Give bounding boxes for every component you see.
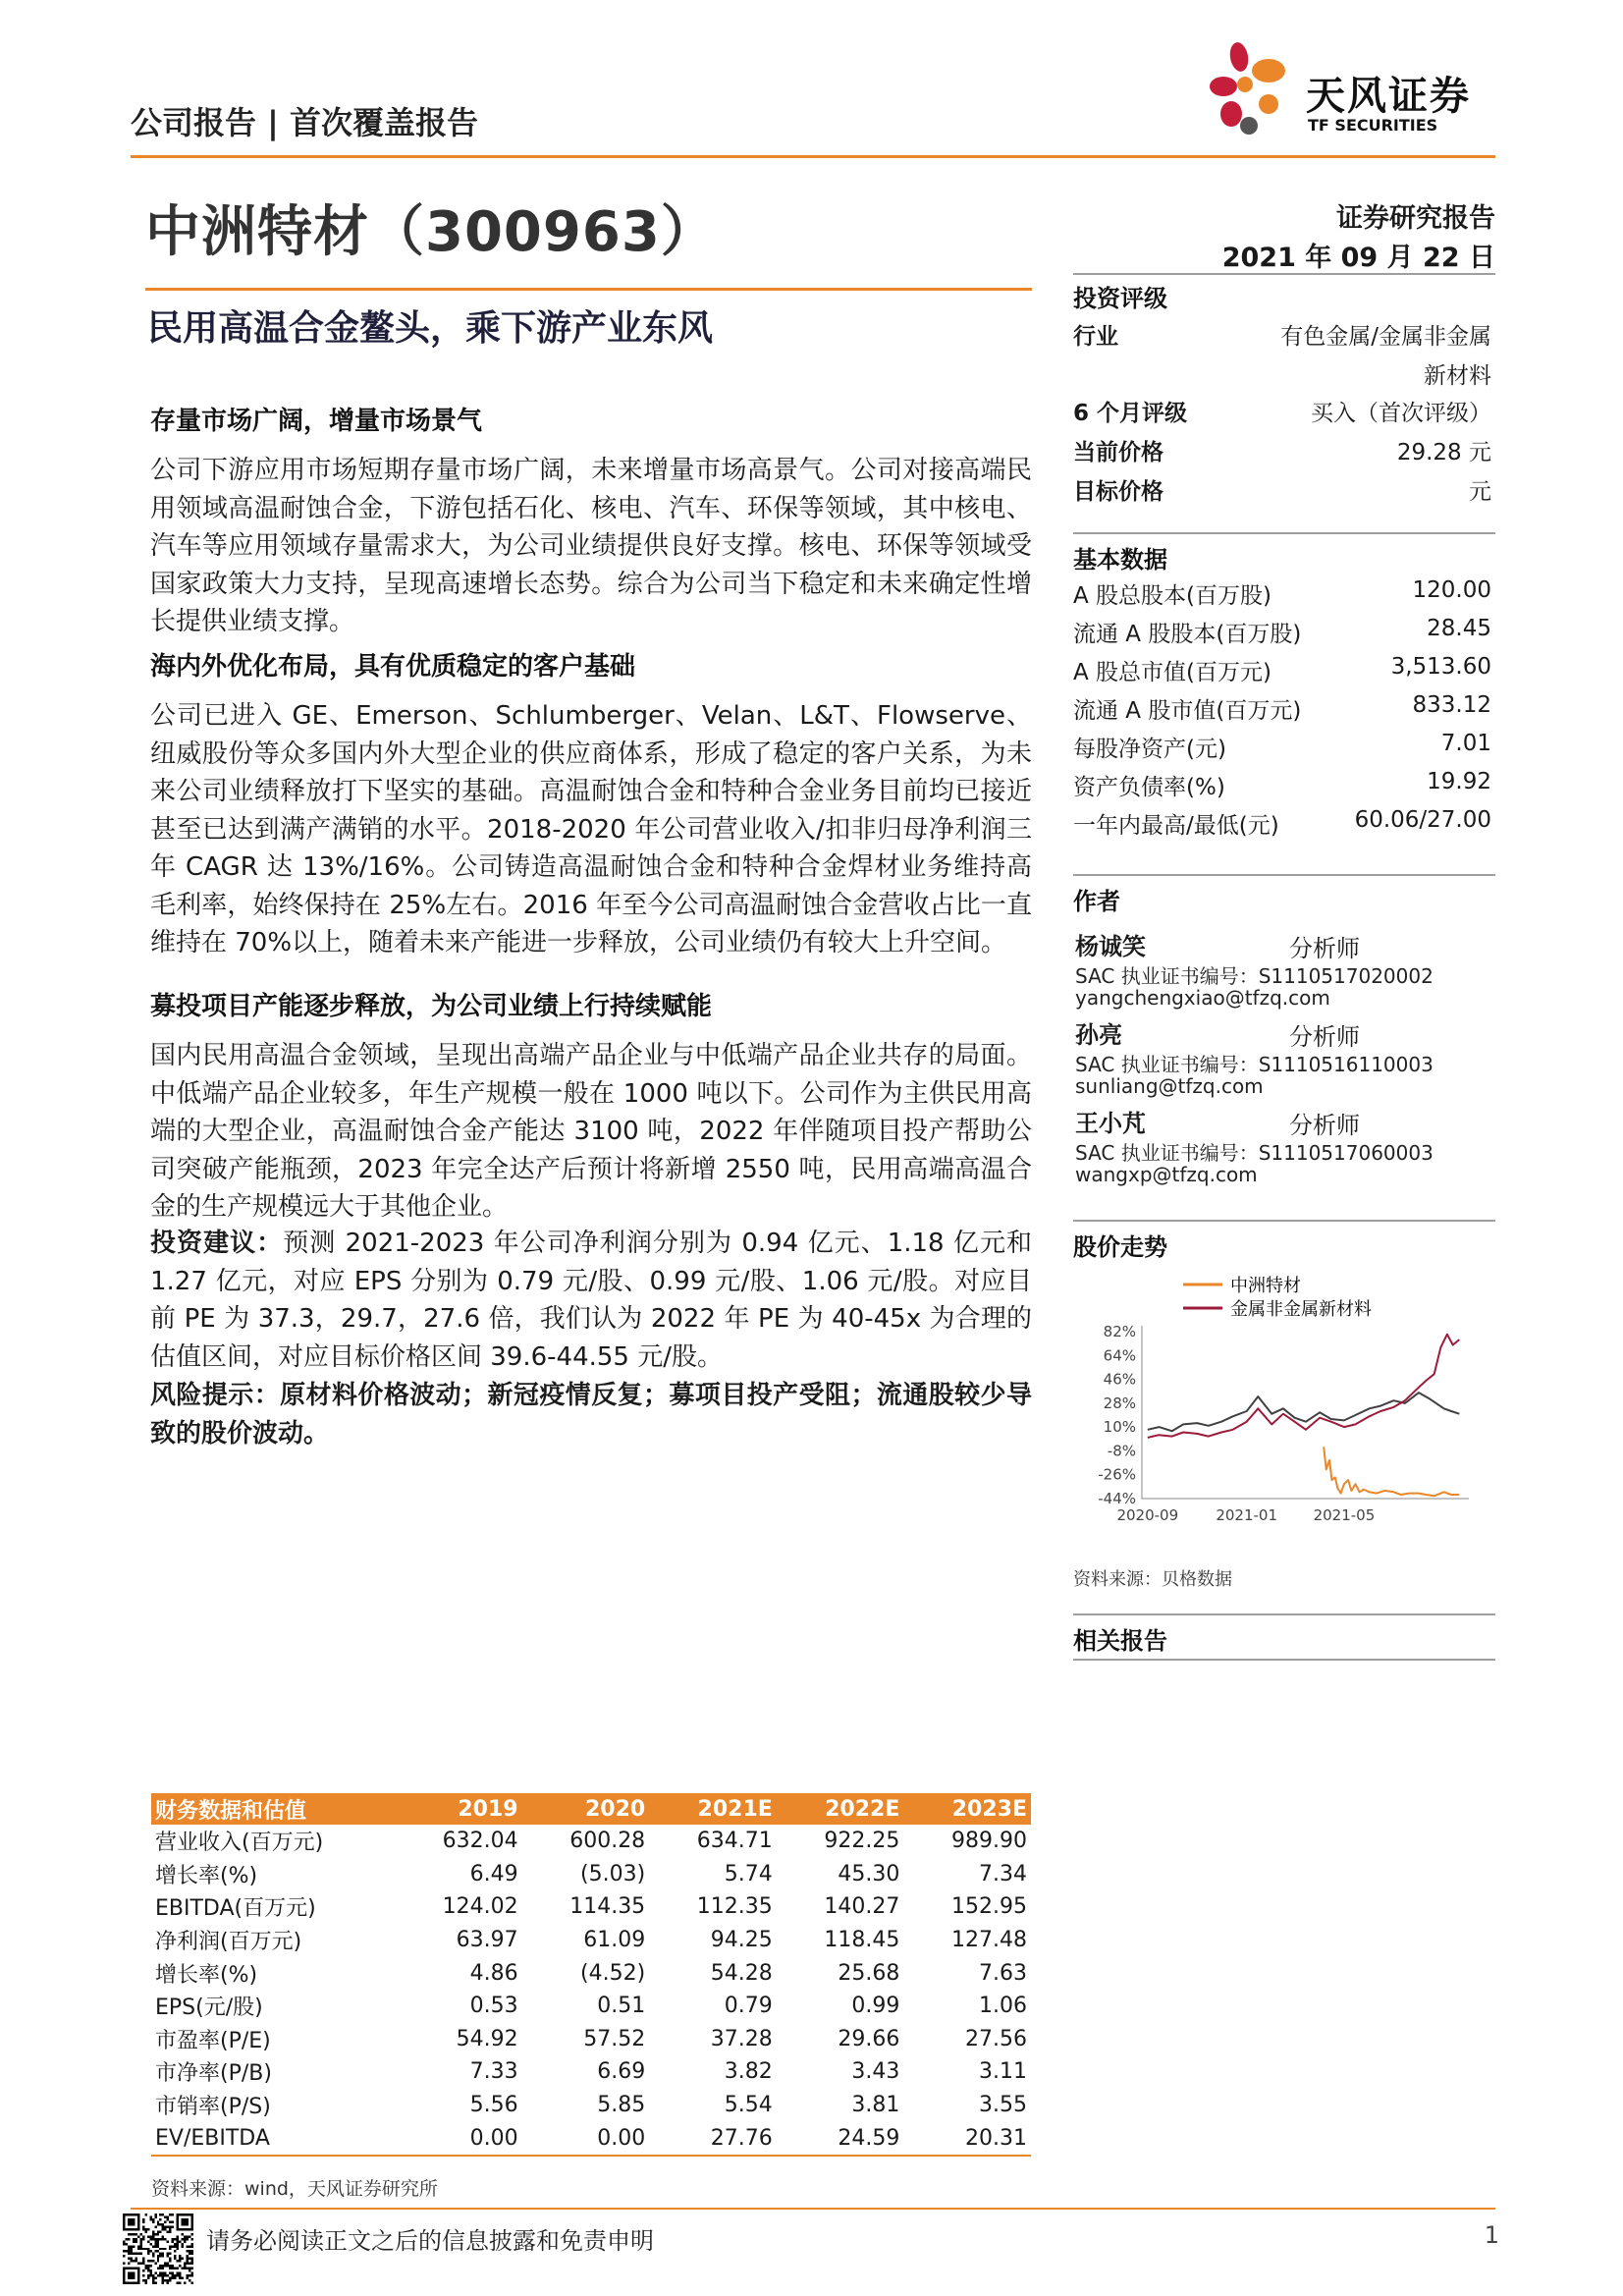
table-row: [151, 1825, 1031, 1858]
table-row-label: 市销率(P/S): [155, 2095, 271, 2120]
section-text-2: 公司已进入 GE、Emerson、Schlumberger、Velan、L&T、Flowserve、纽威股份等众多国内外大型企业的供应商体系，形成了稳定的客户关系，为未来公司业绩释放打下坚实的基础。高温耐蚀合金和特种合金业务目前均已接近甚至已达到满产满销的水平。2018-2020 年公司营业收入/扣非归母净利润三年 CAGR 达 13%/16%。公司铸造高温耐蚀合金和特种合金焊材业务维持高毛利率，始终保持在 25%左右。2016 年至今公司高温耐蚀合金营收占比一直维持在 70%以上，随着未来产能进一步释放，公司业绩仍有较大上升空间。: [150, 701, 1032, 957]
y-tick-label: 82%: [1103, 1323, 1136, 1340]
basic-data-row: [1073, 616, 1491, 649]
table-cell: 94.25: [710, 1928, 773, 1953]
industry-label: 行业: [1073, 324, 1118, 350]
table-cell: 5.54: [724, 2093, 773, 2118]
related-reports-title: 相关报告: [1073, 1627, 1167, 1655]
x-tick-label: 2021-05: [1313, 1506, 1376, 1524]
table-row-label: EPS(元/股): [155, 1995, 263, 2021]
table-cell: 5.74: [724, 1861, 773, 1886]
related-rule: [1073, 1613, 1495, 1615]
table-row: [151, 2055, 1031, 2089]
qr-code-icon: [123, 2214, 193, 2284]
table-header-cell: 2022E: [777, 1793, 904, 1825]
y-tick-label: -26%: [1098, 1465, 1136, 1484]
table-cell: 3.55: [979, 2093, 1027, 2118]
table-cell: 0.99: [851, 1994, 900, 2019]
basic-data-row: [1073, 577, 1491, 611]
author-name-1: 杨诚笑: [1075, 933, 1146, 960]
table-cell: 112.35: [696, 1894, 773, 1920]
chart-legend: [1183, 1276, 1372, 1320]
table-row: [151, 1956, 1031, 1990]
table-header-cell: 2019: [395, 1793, 522, 1825]
table-cell: 600.28: [569, 1829, 646, 1854]
table-row: [151, 1990, 1031, 2023]
table-row-label: 净利润(百万元): [155, 1930, 302, 1955]
industry-value: 有色金属/金属非金属: [1280, 324, 1491, 350]
author-sac-2: SAC 执业证书编号：S1110516110003: [1075, 1053, 1434, 1076]
table-cell: 25.68: [838, 1960, 900, 1986]
basic-data-title: 基本数据: [1073, 546, 1167, 574]
table-cell: 0.00: [395, 2121, 522, 2156]
stock-price-chart: [1073, 1263, 1495, 1548]
flower-logo-icon: [1210, 35, 1298, 143]
table-cell: (5.03): [580, 1861, 646, 1886]
table-cell: 4.86: [469, 1960, 518, 1986]
section-text-1: 公司下游应用市场短期存量市场广阔，未来增量市场高景气。公司对接高端民用领域高温耐蚀合金，下游包括石化、核电、汽车、环保等领域，其中核电、汽车等应用领域存量需求大，为公司业绩提供良好支撑。核电、环保等领域受国家政策大力支持，呈现高速增长态势。综合为公司当下稳定和未来确定性增长提供业绩支撑。: [150, 456, 1032, 636]
author-role-3: 分析师: [1289, 1112, 1360, 1139]
table-cell: 152.95: [951, 1894, 1027, 1920]
report-date: 2021 年 09 月 22 日: [1221, 243, 1495, 273]
author-sac-1: SAC 执业证书编号：S1110517020002: [1075, 964, 1434, 988]
basic-data-row: [1073, 769, 1491, 802]
table-row: [151, 1890, 1031, 1924]
table-row-label: 营业收入(百万元): [155, 1831, 324, 1856]
table-header-row: [151, 1793, 1031, 1825]
table-cell: 7.33: [469, 2059, 518, 2085]
risk-label: 风险提示：: [150, 1381, 281, 1410]
basic-data-label: 每股净资产(元): [1073, 737, 1226, 762]
table-header-cell: 2021E: [649, 1793, 777, 1825]
basic-data-row: [1073, 731, 1491, 764]
author-sac-3: SAC 执业证书编号：S1110517060003: [1075, 1141, 1434, 1165]
author-email-1[interactable]: yangchengxiao@tfzq.com: [1075, 986, 1330, 1010]
basic-data-value: 7.01: [1440, 731, 1491, 756]
section-text-3: 国内民用高温合金领域，呈现出高端产品企业与中低端产品企业共存的局面。中低端产品企业较多，年生产规模一般在 1000 吨以下。公司作为主供民用高端的大型企业，高温耐蚀合金产能达 3100 吨，2022 年伴随项目投产帮助公司突破产能瓶颈，2023 年完全达产后预计将新增 2550 吨，民用高端高温合金的生产规模远大于其他企业。: [150, 1041, 1032, 1222]
table-cell: 5.85: [597, 2093, 646, 2118]
table-cell: 632.04: [442, 1829, 518, 1854]
table-cell: 27.76: [649, 2121, 777, 2156]
rating-row: [1073, 395, 1491, 428]
table-row-label: 市盈率(P/E): [155, 2028, 271, 2053]
title-rule: [145, 288, 1032, 291]
industry-row-2: [1073, 357, 1491, 391]
table-header-cell: 财务数据和估值: [151, 1793, 395, 1825]
basic-data-row: [1073, 807, 1491, 841]
table-row: [151, 2089, 1031, 2122]
price-label: 当前价格: [1073, 440, 1163, 465]
table-row-label: 增长率(%): [155, 1962, 258, 1988]
table-cell: 24.59: [777, 2121, 904, 2156]
legend-label-2: 金属非金属新材料: [1230, 1299, 1372, 1320]
sidebar-rule: [1073, 273, 1495, 275]
basic-data-value: 833.12: [1412, 692, 1491, 718]
basic-data-value: 28.45: [1427, 616, 1491, 641]
table-cell: 6.49: [469, 1861, 518, 1886]
section-heading-2: 海内外优化布局，具有优质稳定的客户基础: [150, 652, 636, 682]
stock-chart-title: 股价走势: [1073, 1233, 1167, 1261]
doc-type: 证券研究报告: [1336, 203, 1495, 234]
series-line-industry: [1148, 1335, 1460, 1438]
company-title: 中洲特材（300963）: [145, 200, 717, 264]
tf-securities-logo: [1210, 35, 1504, 143]
table-header-cell: 2020: [522, 1793, 650, 1825]
rating-title: 投资评级: [1073, 285, 1167, 312]
table-cell: 7.63: [979, 1960, 1027, 1986]
table-cell: 0.79: [724, 1994, 773, 2019]
table-cell: 140.27: [824, 1894, 900, 1920]
table-row: [151, 2023, 1031, 2056]
logo-text-en: TF SECURITIES: [1308, 116, 1438, 135]
author-role-1: 分析师: [1289, 935, 1360, 962]
basic-data-row: [1073, 654, 1491, 687]
target-value: 元: [1469, 479, 1491, 505]
table-cell: 57.52: [583, 2026, 646, 2051]
table-cell: 1.06: [979, 1994, 1027, 2019]
table-cell: 0.51: [597, 1994, 646, 2019]
investment-advice: [150, 1225, 1032, 1376]
table-cell: (4.52): [580, 1960, 646, 1986]
target-row: [1073, 473, 1491, 507]
invest-text: 预测 2021-2023 年公司净利润分别为 0.94 亿元、1.18 亿元和 1.27 亿元，对应 EPS 分别为 0.79 元/股、0.99 元/股、1.06 元/股。对应目前 PE 为 37.3，29.7，27.6 倍，我们认为 2022 年 PE 为 40-45x 为合理的估值区间，对应目标价格区间 39.6-44.55 元/股。: [150, 1229, 1032, 1372]
table-cell: 3.82: [724, 2059, 773, 2085]
basic-data-value: 3,513.60: [1390, 654, 1491, 680]
risk-text: 原材料价格波动；新冠疫情反复；募项目投产受阻；流通股较少导致的股价波动。: [150, 1381, 1032, 1449]
table-cell: 29.66: [838, 2026, 900, 2051]
basic-data-label: 流通 A 股股本(百万股): [1073, 622, 1302, 647]
basic-data-label: 流通 A 股市值(百万元): [1073, 698, 1302, 724]
related-rule-bottom: [1073, 1659, 1495, 1661]
series-line-market: [1148, 1393, 1460, 1431]
price-value: 29.28 元: [1396, 440, 1491, 465]
rating-value: 买入（首次评级）: [1311, 401, 1491, 426]
table-cell: 5.56: [469, 2093, 518, 2118]
basic-data-label: 资产负债率(%): [1073, 775, 1225, 800]
table-cell: 45.30: [838, 1861, 900, 1886]
author-email-3[interactable]: wangxp@tfzq.com: [1075, 1163, 1258, 1186]
invest-label: 投资建议：: [150, 1229, 284, 1258]
table-row-label: 增长率(%): [155, 1863, 258, 1888]
financial-table: [151, 1793, 1031, 2157]
table-row-label: 市净率(P/B): [155, 2061, 272, 2087]
y-tick-label: 64%: [1103, 1346, 1136, 1365]
author-name-2: 孙亮: [1075, 1021, 1122, 1049]
table-source: 资料来源：wind，天风证券研究所: [151, 2178, 438, 2200]
legend-label-1: 中洲特材: [1230, 1276, 1301, 1296]
basic-data-value: 60.06/27.00: [1354, 807, 1491, 833]
table-cell: 3.11: [979, 2059, 1027, 2085]
logo-text-cn: 天风证券: [1306, 74, 1471, 119]
basic-data-label: A 股总股本(百万股): [1073, 583, 1271, 609]
disclaimer-note: 请务必阅读正文之后的信息披露和免责申明: [206, 2227, 654, 2255]
price-row: [1073, 434, 1491, 467]
report-subtitle: 民用高温合金鳌头，乘下游产业东风: [147, 308, 714, 349]
table-cell: 7.34: [979, 1861, 1027, 1886]
y-tick-label: 10%: [1103, 1418, 1136, 1437]
page-number: 1: [1484, 2221, 1499, 2249]
basic-data-label: A 股总市值(百万元): [1073, 660, 1271, 685]
chart-axes: [1142, 1326, 1469, 1499]
table-cell: 61.09: [583, 1928, 646, 1953]
table-row-label: EBITDA(百万元): [155, 1896, 316, 1922]
basic-data-value: 120.00: [1412, 577, 1491, 603]
x-tick-label: 2020-09: [1116, 1506, 1179, 1524]
author-title: 作者: [1073, 888, 1120, 915]
header-rule: [131, 155, 1495, 158]
y-tick-label: -8%: [1107, 1442, 1136, 1460]
table-cell: 989.90: [951, 1829, 1027, 1854]
basic-data-row: [1073, 692, 1491, 726]
section-heading-1: 存量市场广阔，增量市场景气: [150, 407, 483, 436]
author-name-3: 王小芃: [1075, 1110, 1146, 1137]
table-row: [151, 1924, 1031, 1957]
rating-label: 6 个月评级: [1073, 401, 1188, 426]
author-role-2: 分析师: [1289, 1023, 1360, 1051]
series-line-company: [1324, 1447, 1459, 1496]
table-cell: 63.97: [456, 1928, 518, 1953]
target-label: 目标价格: [1073, 479, 1163, 505]
y-tick-label: -44%: [1098, 1490, 1136, 1507]
table-cell: 0.53: [469, 1994, 518, 2019]
risk-note: [150, 1377, 1032, 1452]
table-cell: 54.92: [456, 2026, 518, 2051]
y-tick-label: 28%: [1103, 1394, 1136, 1412]
table-row: [151, 2121, 1031, 2156]
table-cell: 114.35: [569, 1894, 646, 1920]
table-row-label: EV/EBITDA: [151, 2121, 395, 2156]
table-header-cell: 2023E: [903, 1793, 1031, 1825]
table-cell: 0.00: [522, 2121, 650, 2156]
table-cell: 20.31: [903, 2121, 1031, 2156]
author-rule: [1073, 874, 1495, 876]
table-cell: 3.43: [851, 2059, 900, 2085]
chart-rule: [1073, 1220, 1495, 1222]
footer-rule: [131, 2208, 1495, 2210]
table-cell: 27.56: [965, 2026, 1027, 2051]
x-tick-label: 2021-01: [1216, 1506, 1278, 1524]
basic-rule: [1073, 532, 1495, 534]
y-tick-label: 46%: [1103, 1370, 1136, 1389]
author-email-2[interactable]: sunliang@tfzq.com: [1075, 1074, 1264, 1098]
table-cell: 124.02: [442, 1894, 518, 1920]
industry-value-2: 新材料: [1424, 363, 1491, 389]
table-cell: 634.71: [696, 1829, 773, 1854]
table-cell: 127.48: [951, 1928, 1027, 1953]
table-row: [151, 1858, 1031, 1891]
industry-row: [1073, 318, 1491, 352]
table-cell: 37.28: [710, 2026, 773, 2051]
basic-data-value: 19.92: [1427, 769, 1491, 794]
basic-data-label: 一年内最高/最低(元): [1073, 813, 1279, 839]
table-cell: 3.81: [851, 2093, 900, 2118]
report-category: 公司报告 | 首次覆盖报告: [131, 104, 478, 141]
table-cell: 922.25: [824, 1829, 900, 1854]
table-cell: 6.69: [597, 2059, 646, 2085]
table-cell: 54.28: [710, 1960, 773, 1986]
chart-source: 资料来源：贝格数据: [1073, 1569, 1232, 1590]
table-cell: 118.45: [824, 1928, 900, 1953]
section-heading-3: 募投项目产能逐步释放，为公司业绩上行持续赋能: [150, 992, 713, 1021]
